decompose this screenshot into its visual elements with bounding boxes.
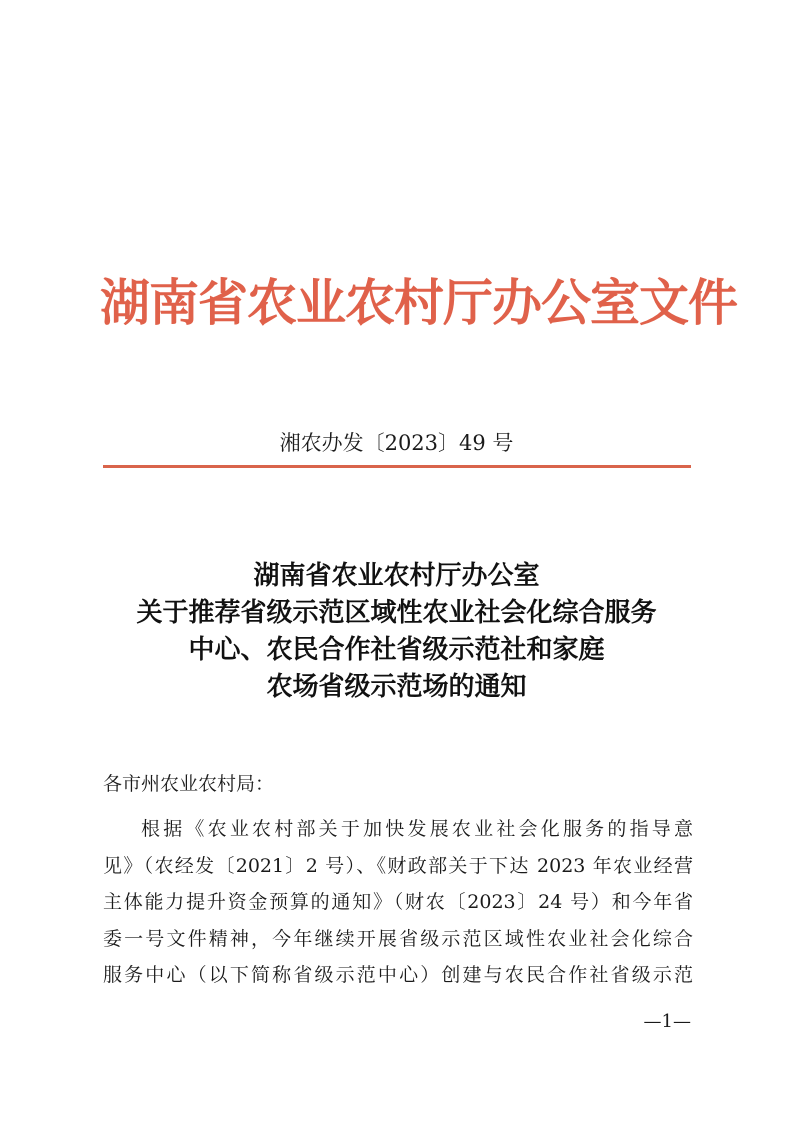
notice-title-line: 湖南省农业农村厅办公室 <box>253 561 540 591</box>
document-header-title: 湖南省农业农村厅办公室文件 <box>100 273 737 332</box>
page-number: —1— <box>643 1011 691 1032</box>
document-number: 湘农办发〔2023〕49 号 <box>279 431 514 455</box>
addressee: 各市州农业农村局： <box>103 773 275 795</box>
notice-title-line: 农场省级示范场的通知 <box>266 672 527 702</box>
body-line: 服务中心（以下简称省级示范中心）创建与农民合作社省级示范 <box>103 964 693 986</box>
body-line: 见》（农经发〔2021〕2 号）、《财政部关于下达 2023 年农业经营 <box>103 854 693 877</box>
body-line: 委一号文件精神，今年继续开展省级示范区域性农业社会化综合 <box>103 927 693 950</box>
body-paragraph <box>103 811 693 994</box>
header-red-rule <box>103 465 691 468</box>
notice-title-line: 中心、农民合作社省级示范社和家庭 <box>188 635 605 665</box>
body-line: 主体能力提升资金预算的通知》（财农〔2023〕24 号）和今年省 <box>103 891 693 913</box>
notice-title-line: 关于推荐省级示范区域性农业社会化综合服务 <box>136 598 657 628</box>
body-line: 根据《农业农村部关于加快发展农业社会化服务的指导意 <box>141 818 693 840</box>
notice-title <box>80 558 713 706</box>
